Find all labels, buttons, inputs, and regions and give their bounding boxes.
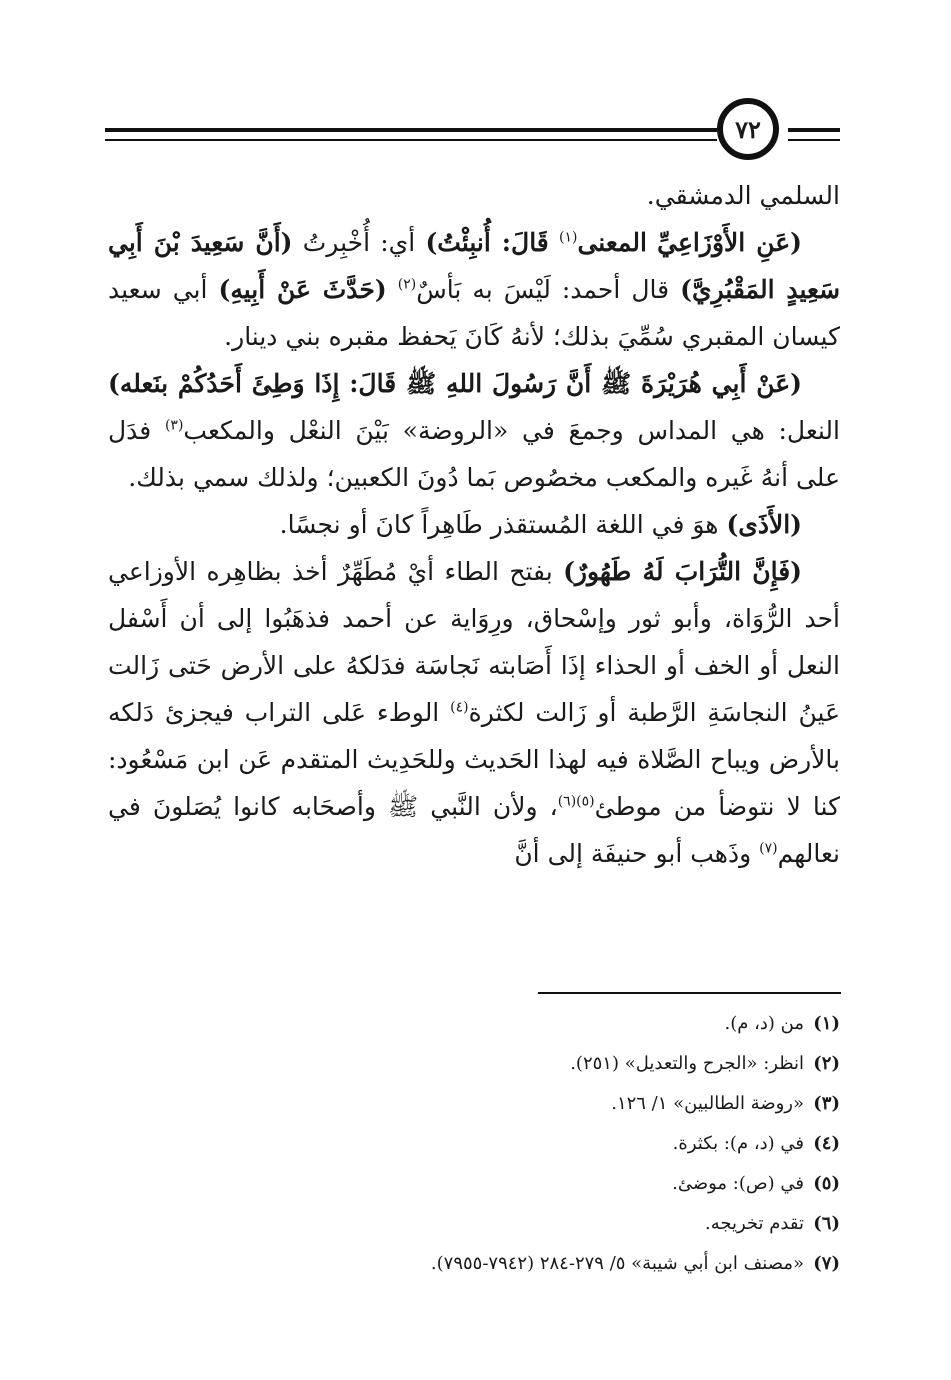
text-run: ، ولأن النَّبي ﷺ وأصحَابه كانوا يُصَلونَ في نعالهم: [108, 792, 840, 868]
footnote-ref: (٢): [397, 276, 417, 293]
hadith-phrase: (فَإِنَّ التُّرَابَ لَهُ طَهُورٌ): [563, 557, 802, 586]
page-header: [105, 98, 840, 162]
text-run: الوطء عَلى التراب فيجزئ دَلكه بالأرض ويباح الصَّلاة فيه لهذا الحَديث وللحَدِيث المتقدم عَن ابن مَسْعُود: كنا لا نتوضأ من موطئ: [108, 698, 840, 821]
hadith-phrase: (عَنِ الأَوْزَاعِيِّ: [657, 228, 802, 257]
footnote: [220, 1124, 840, 1164]
text-run: بفتح الطاء أيْ مُطَهِّرٌ أخذ بظاهِره الأوزاعي أحد الرُّوَاة، وأبو ثور وإسْحاق، ورِوَاية عن أحمد فذهَبُوا إلى أن أَسْفل النعل أو الخف أو الحذاء إذَا أَصَابته نَجاسَة فدَلكهُ على الأرض حَتى زَالت عَينُ النجاسَةِ الرَّطبة أو زَالت لكثرة: [108, 557, 841, 727]
page-number: ٧٢: [717, 98, 779, 160]
hadith-phrase: المعنى: [577, 228, 647, 257]
footnote-number: (٣): [813, 1093, 840, 1114]
footnote-number: (١): [813, 1013, 840, 1034]
footnote-divider: [538, 992, 841, 994]
footnote: [220, 1164, 840, 1204]
footnote-ref: (٣): [164, 417, 184, 434]
footnote-text: «مصنف ابن أبي شيبة» ٥/ ٢٧٩-٢٨٤ (٧٩٤٢-٧٩٥٥).: [430, 1253, 804, 1274]
footnote: [220, 1044, 840, 1084]
footnote-ref: (١): [559, 229, 578, 246]
header-rule-tail-thick: [788, 128, 840, 132]
footnote-ref: (٧): [759, 840, 778, 857]
footnote: [220, 1244, 840, 1284]
footnote-text: انظر: «الجرح والتعديل» (٢٥١).: [570, 1053, 804, 1074]
header-rule-tail-thin: [788, 139, 840, 141]
footnote-text: تقدم تخريجه.: [705, 1213, 804, 1234]
footnote-ref: (٥)(٦): [557, 793, 595, 810]
hadith-phrase: (حَدَّثَ عَنْ أَبِيهِ): [218, 275, 387, 304]
hadith-phrase: (عَنْ أَبِي هُرَيْرَةَ ﷺ أَنَّ رَسُولَ اللهِ ﷺ قَالَ: إِذَا وَطِئَ أَحَدُكُمْ بنَعله): [108, 369, 802, 398]
hadith-phrase: قَالَ: أُنبِئْتُ): [425, 228, 549, 257]
text-run: أي: أُخْبِرتُ: [302, 228, 416, 257]
header-rule-thin: [105, 139, 717, 141]
hadith-phrase: (الأَذَى): [726, 510, 802, 539]
hadith-phrase: (أَنَّ سَعِيدَ بْنَ أَبِي سَعِيدٍ المَقْبُرِيَّ): [108, 228, 841, 304]
text-run: أبي سعيد كيسان المقبري سُمِّيَ بذلك؛ لأنهُ كَانَ يَحفظ مقبره بني دينار.: [108, 275, 840, 351]
paragraph-2: [108, 219, 840, 360]
paragraph-5: [108, 548, 840, 877]
footnotes: [220, 1004, 840, 1284]
paragraph-3: [108, 360, 840, 501]
text-run: فدَل على أنهُ غَيره والمكعب مخصُوص بَما دُونَ الكعبين؛ ولذلك سمي بذلك.: [108, 416, 840, 492]
header-rule-thick: [105, 128, 717, 132]
footnote-number: (٧): [813, 1253, 840, 1274]
footnote-number: (٦): [813, 1213, 840, 1234]
footnote-ref: (٤): [450, 699, 469, 716]
footnote-number: (٤): [813, 1133, 840, 1154]
footnote-number: (٥): [813, 1173, 840, 1194]
footnote-text: في (ص): موضئ.: [672, 1173, 804, 1194]
paragraph-4: [108, 501, 840, 548]
footnote-text: في (د، م): بكثرة.: [672, 1133, 804, 1154]
text-run: النعل: هي المداس وجمعَ في «الروضة» بَيْنَ النعْل والمكعب: [183, 416, 840, 445]
footnote-text: «روضة الطالبين» ١/ ١٢٦.: [611, 1093, 804, 1114]
footnote: [220, 1004, 840, 1044]
paragraph-1: [108, 172, 840, 219]
text-run: وذَهب أبو حنيفَة إلى أنَّ: [514, 839, 752, 868]
main-text: [108, 172, 840, 877]
text-run: قال أحمد: لَيْسَ به بَأسٌ: [416, 275, 670, 304]
footnote-number: (٢): [813, 1053, 840, 1074]
footnote: [220, 1204, 840, 1244]
text-run: السلمي الدمشقي.: [646, 181, 840, 210]
footnote: [220, 1084, 840, 1124]
text-run: هوَ في اللغة المُستقذر طَاهِراً كانَ أو نجسًا.: [279, 510, 719, 539]
footnote-text: من (د، م).: [724, 1013, 804, 1034]
